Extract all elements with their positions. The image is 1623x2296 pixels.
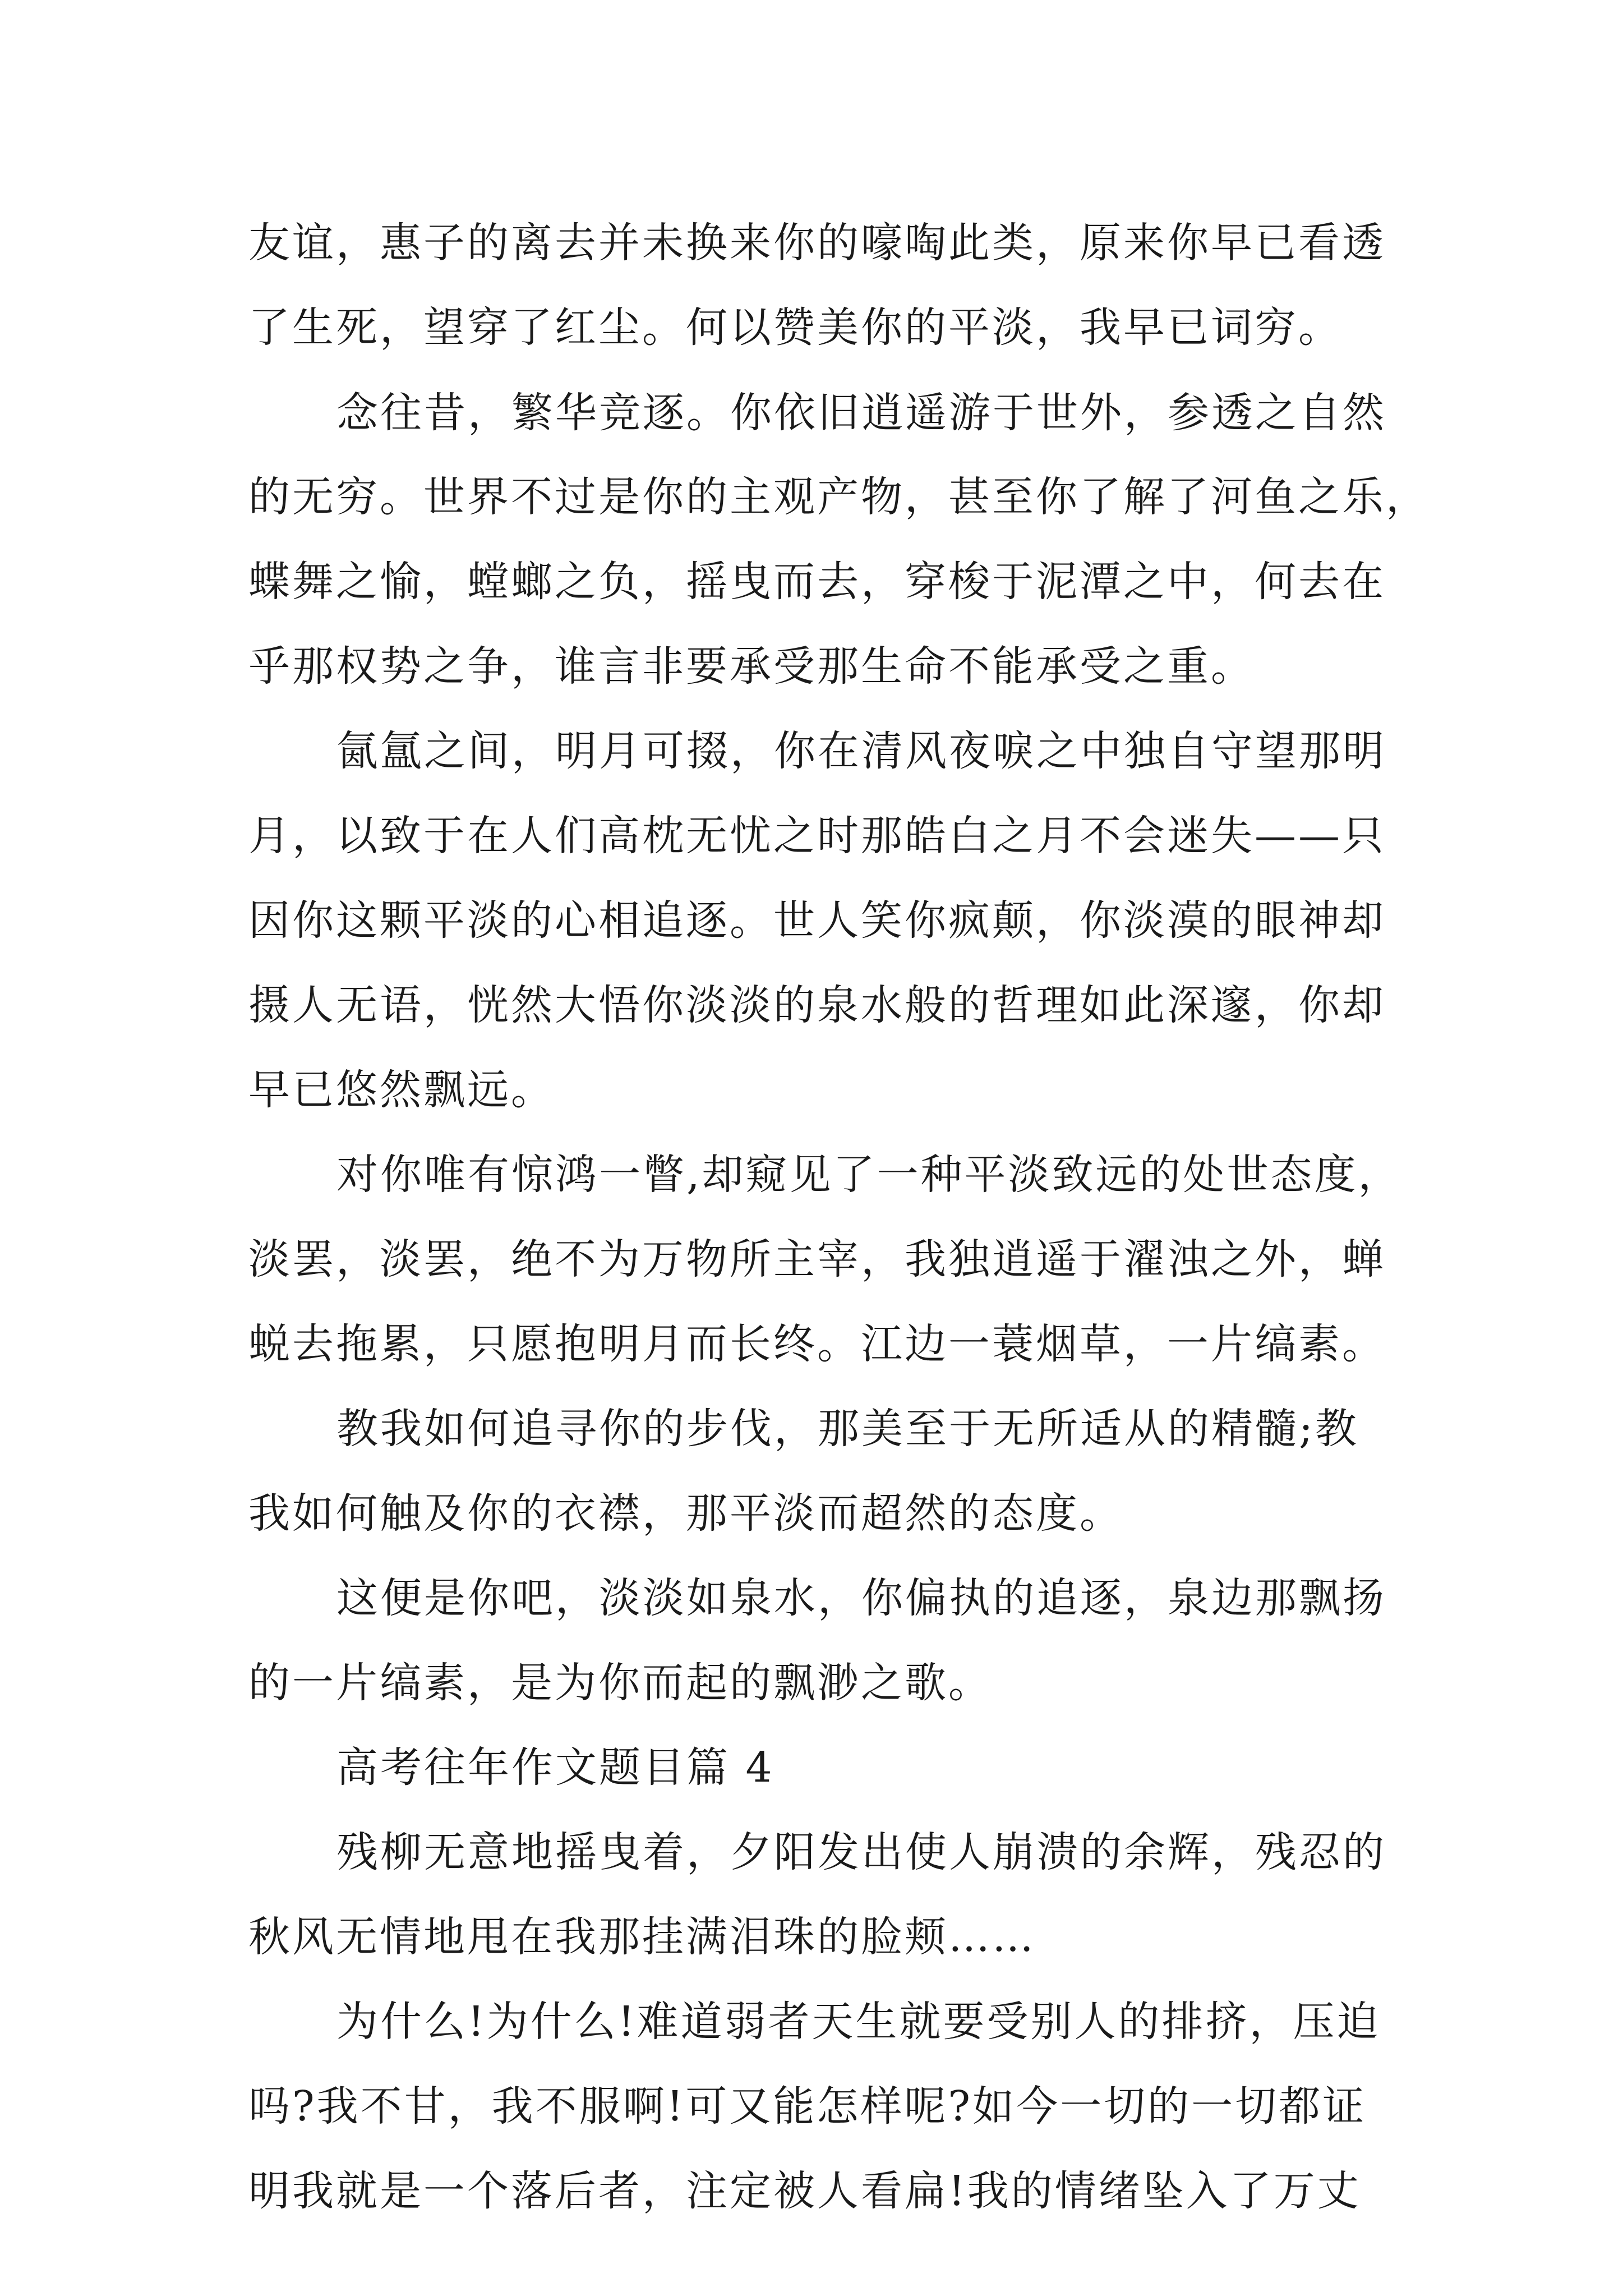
text-line: 友谊，惠子的离去并未换来你的嚎啕此类，原来你早已看透 [248,219,1386,267]
text-line: 因你这颗平淡的心相追逐。世人笑你疯颠，你淡漠的眼神却 [248,896,1386,945]
text-line: 残柳无意地摇曳着，夕阳发出使人崩溃的余辉，残忍的 [336,1828,1386,1876]
text-line: 早已悠然飘远。 [248,1066,555,1114]
text-line: 吗?我不甘，我不服啊!可又能怎样呢?如今一切的一切都证 [248,2082,1367,2131]
text-line: 我如何触及你的衣襟，那平淡而超然的态度。 [248,1489,1123,1538]
text-line: 蝶舞之愉，螳螂之负，摇曳而去，穿梭于泥潭之中，何去在 [248,558,1386,606]
text-line: 的无穷。世界不过是你的主观产物，甚至你了解了河鱼之乐， [248,473,1430,521]
text-line: 的一片缟素，是为你而起的飘渺之歌。 [248,1659,992,1707]
text-line: 为什么!为什么!难道弱者天生就要受别人的排挤，压迫 [336,1998,1381,2046]
text-line: 念往昔，繁华竞逐。你依旧逍遥游于世外，参透之自然 [336,389,1386,437]
section-heading: 高考往年作文题目篇 4 [336,1743,774,1792]
text-line: 对你唯有惊鸿一瞥,却窥见了一种平淡致远的处世态度， [336,1151,1402,1199]
text-line: 明我就是一个落后者，注定被人看扁!我的情绪坠入了万丈 [248,2167,1361,2215]
text-line: 这便是你吧，淡淡如泉水，你偏执的追逐，泉边那飘扬 [336,1574,1386,1622]
text-line: 秋风无情地甩在我那挂满泪珠的脸颊…… [248,1913,1036,1961]
text-line: 月，以致于在人们高枕无忧之时那皓白之月不会迷失——只 [248,812,1386,860]
text-line: 氤氲之间，明月可掇，你在清风夜唳之中独自守望那明 [336,727,1386,775]
text-line: 淡罢，淡罢，绝不为万物所主宰，我独逍遥于濯浊之外，蝉 [248,1235,1386,1283]
text-line: 蜕去拖累，只愿抱明月而长终。江边一蓑烟草，一片缟素。 [248,1320,1386,1368]
text-line: 摄人无语，恍然大悟你淡淡的泉水般的哲理如此深邃，你却 [248,981,1386,1029]
text-line: 教我如何追寻你的步伐，那美至于无所适从的精髓;教 [336,1405,1359,1453]
text-line: 乎那权势之争，谁言非要承受那生命不能承受之重。 [248,642,1255,691]
text-line: 了生死，望穿了红尘。何以赞美你的平淡，我早已词穷。 [248,303,1342,352]
